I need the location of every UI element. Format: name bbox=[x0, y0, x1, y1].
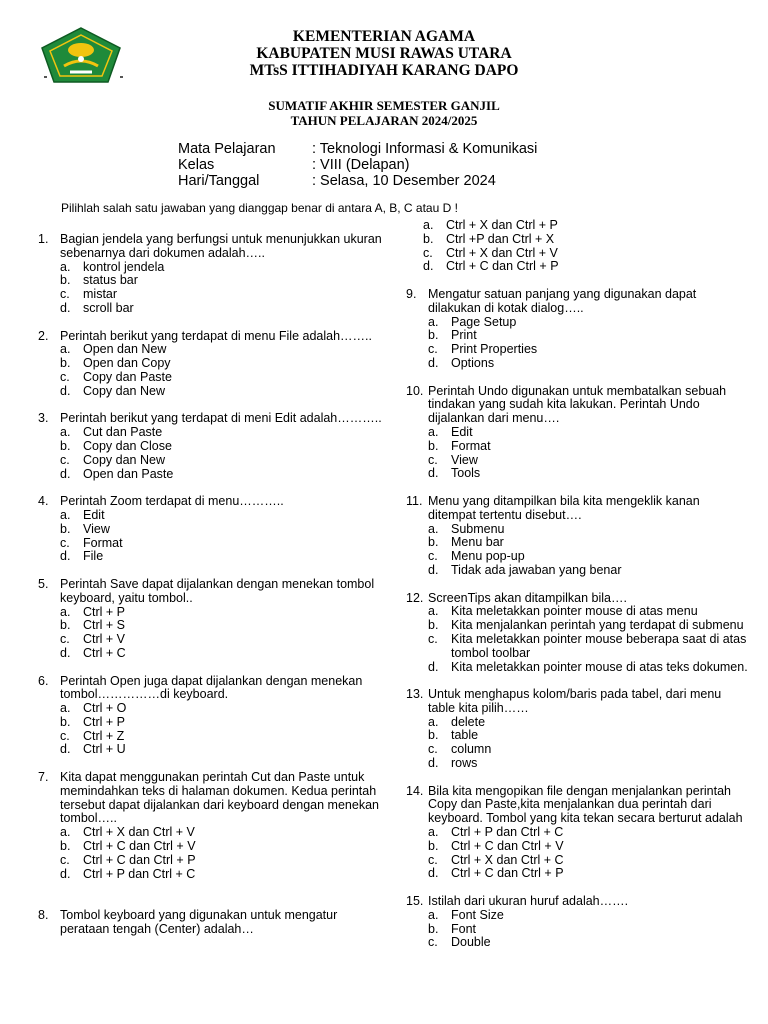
question-number: 2. bbox=[38, 328, 49, 343]
option-text: Ctrl + X dan Ctrl + V bbox=[83, 825, 195, 840]
option-letter: b. bbox=[428, 728, 439, 743]
option-letter: d. bbox=[60, 866, 71, 881]
option-letter: d. bbox=[428, 355, 439, 370]
question-stem bbox=[38, 330, 383, 344]
answer-option[interactable] bbox=[428, 936, 751, 950]
question-number: 4. bbox=[38, 494, 49, 509]
option-text: Open dan Copy bbox=[83, 356, 171, 371]
option-text: Copy dan New bbox=[83, 383, 165, 398]
option-letter: b. bbox=[428, 535, 439, 550]
letterhead-line: KABUPATEN MUSI RAWAS UTARA bbox=[256, 45, 512, 62]
option-text: Open dan New bbox=[83, 342, 167, 357]
answer-option[interactable] bbox=[60, 468, 383, 482]
option-letter: d. bbox=[428, 466, 439, 481]
answer-option[interactable] bbox=[60, 509, 383, 523]
option-letter: b. bbox=[428, 438, 439, 453]
option-letter: c. bbox=[60, 852, 70, 867]
question-item bbox=[38, 771, 383, 881]
option-letter: b. bbox=[428, 921, 439, 936]
option-text: Ctrl +P dan Ctrl + X bbox=[446, 231, 555, 246]
option-letter: b. bbox=[60, 714, 71, 729]
answer-option[interactable] bbox=[428, 854, 751, 868]
question-item bbox=[38, 495, 383, 564]
question-stem bbox=[38, 233, 383, 261]
answer-options bbox=[406, 523, 751, 578]
option-letter: b. bbox=[60, 521, 71, 536]
info-value: : VIII (Delapan) bbox=[312, 157, 410, 173]
answer-options bbox=[406, 909, 751, 950]
option-text: delete bbox=[451, 714, 486, 729]
option-text: Tidak ada jawaban yang benar bbox=[451, 562, 622, 577]
answer-option[interactable] bbox=[60, 716, 383, 730]
question-text: ScreenTips akan ditampilkan bila…. bbox=[428, 590, 627, 605]
option-text: Ctrl + P dan Ctrl + C bbox=[451, 825, 564, 840]
option-letter: d. bbox=[60, 383, 71, 398]
option-text: Ctrl + P bbox=[83, 604, 126, 619]
answer-options bbox=[38, 261, 383, 316]
option-text: kontrol jendela bbox=[83, 259, 165, 274]
answer-option[interactable] bbox=[428, 619, 751, 633]
option-letter: c. bbox=[428, 631, 438, 646]
option-letter: b. bbox=[60, 438, 71, 453]
answer-option[interactable] bbox=[60, 633, 383, 647]
option-letter: c. bbox=[428, 852, 438, 867]
option-text: Copy dan Paste bbox=[83, 369, 172, 384]
question-stem bbox=[38, 412, 383, 426]
question-item bbox=[38, 330, 383, 399]
option-text: Edit bbox=[451, 424, 473, 439]
option-text: Cut dan Paste bbox=[83, 425, 163, 440]
answer-option[interactable] bbox=[60, 619, 383, 633]
answer-option[interactable] bbox=[428, 840, 751, 854]
instruction-text: Pilihlah salah satu jawaban yang dianggap benar di antara A, B, C atau D ! bbox=[61, 201, 458, 215]
option-letter: a. bbox=[60, 604, 71, 619]
question-stem bbox=[406, 895, 751, 909]
question-number: 8. bbox=[38, 908, 49, 923]
option-letter: b. bbox=[60, 356, 71, 371]
answer-option[interactable] bbox=[428, 357, 751, 371]
answer-option[interactable] bbox=[428, 316, 751, 330]
answer-option[interactable] bbox=[60, 702, 383, 716]
option-letter: a. bbox=[428, 314, 439, 329]
option-text: Ctrl + X dan Ctrl + P bbox=[446, 218, 558, 232]
question-stem bbox=[406, 688, 751, 716]
option-text: scroll bar bbox=[83, 300, 134, 315]
option-text: Format bbox=[83, 535, 123, 550]
answer-option[interactable] bbox=[60, 550, 383, 564]
answer-options bbox=[38, 343, 383, 398]
answer-options bbox=[38, 702, 383, 757]
option-text: rows bbox=[451, 756, 478, 771]
option-text: Ctrl + Z bbox=[83, 728, 125, 743]
option-letter: a. bbox=[60, 825, 71, 840]
letterhead-line: KEMENTERIAN AGAMA bbox=[292, 28, 476, 45]
option-text: Menu pop-up bbox=[451, 549, 525, 564]
option-text: table bbox=[451, 728, 479, 743]
question-text: Perintah Open juga dapat dijalankan dengan menekan tombol……………di keyboard. bbox=[60, 673, 363, 702]
option-text: File bbox=[83, 549, 104, 564]
answer-option[interactable] bbox=[428, 343, 751, 357]
question-text: Untuk menghapus kolom/baris pada tabel, dari menu table kita pilih…… bbox=[428, 687, 722, 715]
question-stem bbox=[38, 909, 383, 937]
answer-option[interactable] bbox=[60, 854, 383, 868]
option-text: View bbox=[451, 452, 478, 467]
answer-options bbox=[406, 426, 751, 481]
option-letter: b. bbox=[60, 273, 71, 288]
question-stem bbox=[406, 495, 751, 523]
question-text: Perintah Zoom terdapat di menu……….. bbox=[60, 494, 284, 509]
option-text: Copy dan New bbox=[83, 452, 165, 467]
option-text: Tools bbox=[451, 466, 481, 481]
option-letter: b. bbox=[60, 839, 71, 854]
option-letter: c. bbox=[428, 452, 438, 467]
option-letter: c. bbox=[60, 452, 70, 467]
option-letter: d. bbox=[60, 549, 71, 564]
question-stem bbox=[38, 495, 383, 509]
info-label: Mata Pelajaran bbox=[178, 141, 276, 157]
option-letter: d. bbox=[428, 756, 439, 771]
question-number: 3. bbox=[38, 411, 49, 426]
answer-option[interactable] bbox=[428, 633, 751, 661]
answer-option[interactable] bbox=[428, 426, 751, 440]
option-text: Kita meletakkan pointer mouse beberapa saat di atas tombol toolbar bbox=[451, 631, 747, 660]
answer-option[interactable] bbox=[60, 647, 383, 661]
option-text: Kita meletakkan pointer mouse di atas teks dokumen. bbox=[451, 659, 748, 674]
exam-title-line: SUMATIF AKHIR SEMESTER GANJIL bbox=[268, 98, 500, 113]
answer-option[interactable] bbox=[60, 302, 383, 316]
question-item bbox=[38, 578, 383, 661]
option-text: Kita menjalankan perintah yang terdapat di submenu bbox=[451, 618, 744, 633]
answer-option[interactable] bbox=[428, 564, 751, 578]
option-letter: c. bbox=[428, 935, 438, 950]
question-number: 6. bbox=[38, 673, 49, 688]
answer-option[interactable] bbox=[60, 868, 383, 882]
option-text: Open dan Paste bbox=[83, 466, 174, 481]
answer-option[interactable] bbox=[428, 329, 751, 343]
question-item bbox=[38, 675, 383, 758]
question-text: Bagian jendela yang berfungsi untuk menunjukkan ukuran sebenarnya dari dokumen adalah….. bbox=[60, 232, 382, 260]
question-text: Kita dapat menggunakan perintah Cut dan Paste untuk memindahkan teks di halaman dokumen. Kedua perintah tersebut dapat dijalankan dari keyboard dengan menekan tombol….. bbox=[60, 770, 379, 826]
question-text: Mengatur satuan panjang yang digunakan dapat dilakukan di kotak dialog….. bbox=[428, 286, 697, 315]
answer-option[interactable] bbox=[60, 371, 383, 385]
option-letter: a. bbox=[428, 604, 439, 619]
option-letter: a. bbox=[60, 342, 71, 357]
option-text: Ctrl + P dan Ctrl + C bbox=[83, 866, 196, 881]
exam-title-line: TAHUN PELAJARAN 2024/2025 bbox=[290, 113, 478, 128]
question-text: Tombol keyboard yang digunakan untuk mengatur perataan tengah (Center) adalah… bbox=[60, 908, 338, 936]
option-text: Format bbox=[451, 438, 491, 453]
option-text: Ctrl + S bbox=[83, 618, 126, 633]
option-text: Ctrl + V bbox=[83, 632, 126, 647]
option-text: Copy dan Close bbox=[83, 438, 172, 453]
option-letter: d. bbox=[60, 300, 71, 315]
answer-options bbox=[406, 316, 751, 371]
option-text: Ctrl + X dan Ctrl + V bbox=[446, 245, 558, 260]
answer-option[interactable] bbox=[60, 261, 383, 275]
answer-options bbox=[38, 509, 383, 564]
option-text: Font bbox=[451, 921, 477, 936]
option-letter: c. bbox=[60, 535, 70, 550]
question-text: Perintah berikut yang terdapat di meni Edit adalah……….. bbox=[60, 411, 382, 426]
answer-option[interactable] bbox=[423, 247, 751, 261]
option-letter: c. bbox=[428, 549, 438, 564]
option-letter: b. bbox=[60, 618, 71, 633]
option-letter: d. bbox=[428, 866, 439, 881]
option-text: Print bbox=[451, 328, 477, 343]
option-text: Font Size bbox=[451, 907, 504, 922]
answer-option[interactable] bbox=[60, 743, 383, 757]
question-item bbox=[38, 412, 383, 481]
option-letter: c. bbox=[423, 245, 433, 260]
option-letter: a. bbox=[428, 521, 439, 536]
question-number: 10. bbox=[406, 383, 424, 398]
info-row bbox=[178, 173, 537, 189]
answer-options bbox=[38, 426, 383, 481]
answer-options bbox=[38, 826, 383, 881]
answer-option[interactable] bbox=[428, 536, 751, 550]
answer-option[interactable] bbox=[423, 233, 751, 247]
question-number: 13. bbox=[406, 687, 424, 702]
option-text: Print Properties bbox=[451, 342, 538, 357]
exam-info bbox=[178, 141, 537, 189]
option-text: Ctrl + O bbox=[83, 701, 127, 716]
answer-option[interactable] bbox=[428, 523, 751, 537]
info-row bbox=[178, 141, 537, 157]
question-item bbox=[406, 592, 751, 675]
answer-option[interactable] bbox=[423, 260, 751, 274]
answer-option[interactable] bbox=[60, 426, 383, 440]
question-text: Menu yang ditampilkan bila kita mengeklik kanan ditempat tertentu disebut…. bbox=[428, 493, 700, 522]
option-letter: b. bbox=[428, 328, 439, 343]
question-text: Perintah Save dapat dijalankan dengan menekan tombol keyboard, yaitu tombol.. bbox=[60, 576, 375, 605]
question-item bbox=[406, 785, 751, 882]
question-text: Perintah Undo digunakan untuk membatalkan sebuah tindakan yang sudah kita lakukan. Perintah Undo dijalankan dari menu…. bbox=[428, 383, 727, 426]
option-letter: a. bbox=[428, 907, 439, 922]
answer-option[interactable] bbox=[428, 743, 751, 757]
option-letter: d. bbox=[428, 659, 439, 674]
answer-option[interactable] bbox=[428, 826, 751, 840]
answer-option[interactable] bbox=[60, 826, 383, 840]
question-stem bbox=[38, 578, 383, 606]
letterhead-line: MTsS ITTIHADIYAH KARANG DAPO bbox=[249, 62, 519, 79]
question-stem bbox=[406, 385, 751, 426]
answer-options bbox=[38, 606, 383, 661]
answer-option[interactable] bbox=[428, 661, 751, 675]
option-text: Ctrl + X dan Ctrl + C bbox=[451, 852, 564, 867]
question-item bbox=[38, 233, 383, 316]
answer-options bbox=[406, 605, 751, 674]
answer-option[interactable] bbox=[60, 730, 383, 744]
question-number: 15. bbox=[406, 894, 424, 909]
answer-options bbox=[406, 716, 751, 771]
answer-option[interactable] bbox=[60, 840, 383, 854]
option-text: Ctrl + C dan Ctrl + P bbox=[83, 852, 196, 867]
answer-option[interactable] bbox=[60, 274, 383, 288]
info-label: Kelas bbox=[178, 157, 215, 173]
option-letter: c. bbox=[60, 369, 70, 384]
option-text: Page Setup bbox=[451, 314, 517, 329]
answer-option[interactable] bbox=[428, 454, 751, 468]
option-letter: a. bbox=[60, 425, 71, 440]
option-letter: c. bbox=[60, 287, 70, 302]
option-letter: d. bbox=[60, 742, 71, 757]
questions-left-column bbox=[38, 233, 383, 950]
option-text: Ctrl + C bbox=[83, 645, 126, 660]
question-number: 11. bbox=[406, 493, 423, 508]
answer-option[interactable] bbox=[428, 440, 751, 454]
answer-option[interactable] bbox=[60, 523, 383, 537]
question-stem bbox=[406, 288, 751, 316]
option-text: status bar bbox=[83, 273, 138, 288]
option-letter: b. bbox=[423, 231, 434, 246]
answer-option[interactable] bbox=[428, 550, 751, 564]
info-label: Hari/Tanggal bbox=[178, 173, 260, 189]
question-text: Perintah berikut yang terdapat di menu File adalah…….. bbox=[60, 328, 372, 343]
option-text: mistar bbox=[83, 287, 118, 302]
question-stem bbox=[38, 771, 383, 826]
option-letter: a. bbox=[428, 825, 439, 840]
question-item bbox=[406, 288, 751, 371]
option-letter: d. bbox=[423, 259, 434, 274]
question-number: 7. bbox=[38, 770, 49, 785]
answer-options bbox=[406, 826, 751, 881]
answer-option[interactable] bbox=[60, 288, 383, 302]
option-letter: b. bbox=[428, 838, 439, 853]
question-number: 12. bbox=[406, 590, 424, 605]
question-stem bbox=[406, 785, 751, 826]
answer-option[interactable] bbox=[60, 440, 383, 454]
option-letter: d. bbox=[60, 645, 71, 660]
answer-option[interactable] bbox=[60, 537, 383, 551]
question-item bbox=[406, 688, 751, 771]
option-text: Ctrl + C dan Ctrl + V bbox=[451, 838, 564, 853]
answer-option[interactable] bbox=[423, 219, 751, 233]
answer-option[interactable] bbox=[428, 923, 751, 937]
option-text: Options bbox=[451, 355, 495, 370]
question-item bbox=[38, 909, 383, 937]
question-8-options-continued bbox=[406, 219, 751, 274]
answer-option[interactable] bbox=[60, 606, 383, 620]
answer-option[interactable] bbox=[428, 716, 751, 730]
option-letter: c. bbox=[428, 342, 438, 357]
option-text: Edit bbox=[83, 507, 105, 522]
question-text: Istilah dari ukuran huruf adalah……. bbox=[428, 894, 629, 909]
option-letter: c. bbox=[60, 728, 70, 743]
option-text: Ctrl + C dan Ctrl + V bbox=[83, 839, 196, 854]
option-text: Ctrl + C dan Ctrl + P bbox=[446, 259, 559, 274]
answer-option[interactable] bbox=[428, 605, 751, 619]
option-letter: a. bbox=[428, 424, 439, 439]
option-letter: a. bbox=[60, 259, 71, 274]
answer-options bbox=[406, 219, 751, 274]
option-text: Ctrl + P bbox=[83, 714, 126, 729]
option-letter: a. bbox=[60, 701, 71, 716]
spacer bbox=[38, 895, 383, 909]
answer-option[interactable] bbox=[60, 357, 383, 371]
option-text: Menu bar bbox=[451, 535, 504, 550]
question-item bbox=[406, 495, 751, 578]
question-text: Bila kita mengopikan file dengan menjalankan perintah Copy dan Paste,kita menjalankan dua perintah dari keyboard. Tombol yang kita tekan secara berturut adalah bbox=[428, 783, 743, 826]
question-stem bbox=[38, 675, 383, 703]
question-number: 1. bbox=[38, 232, 49, 246]
option-letter: c. bbox=[60, 632, 70, 647]
answer-option[interactable] bbox=[60, 343, 383, 357]
answer-option[interactable] bbox=[428, 729, 751, 743]
question-stem bbox=[406, 592, 751, 606]
option-letter: d. bbox=[428, 562, 439, 577]
question-item bbox=[406, 385, 751, 482]
question-number: 14. bbox=[406, 783, 424, 798]
answer-option[interactable] bbox=[60, 454, 383, 468]
option-text: Ctrl + U bbox=[83, 742, 126, 757]
answer-option[interactable] bbox=[428, 467, 751, 481]
option-letter: a. bbox=[428, 714, 439, 729]
exam-title bbox=[0, 98, 768, 128]
option-letter: a. bbox=[60, 507, 71, 522]
question-number: 5. bbox=[38, 576, 49, 591]
option-text: Submenu bbox=[451, 521, 505, 536]
answer-option[interactable] bbox=[428, 867, 751, 881]
option-text: column bbox=[451, 742, 492, 757]
answer-option[interactable] bbox=[60, 385, 383, 399]
option-letter: b. bbox=[428, 618, 439, 633]
option-text: Ctrl + C dan Ctrl + P bbox=[451, 866, 564, 881]
question-number: 9. bbox=[406, 286, 417, 301]
option-text: Double bbox=[451, 935, 491, 950]
letterhead bbox=[0, 28, 768, 79]
info-value: : Selasa, 10 Desember 2024 bbox=[312, 173, 496, 189]
info-row bbox=[178, 157, 537, 173]
info-value: : Teknologi Informasi & Komunikasi bbox=[312, 141, 538, 157]
option-letter: d. bbox=[60, 466, 71, 481]
option-text: Kita meletakkan pointer mouse di atas menu bbox=[451, 604, 698, 619]
answer-option[interactable] bbox=[428, 909, 751, 923]
answer-option[interactable] bbox=[428, 757, 751, 771]
option-text: View bbox=[83, 521, 110, 536]
option-letter: a. bbox=[423, 218, 434, 232]
questions-right-column bbox=[406, 219, 751, 964]
question-item bbox=[406, 895, 751, 950]
option-letter: c. bbox=[428, 742, 438, 757]
